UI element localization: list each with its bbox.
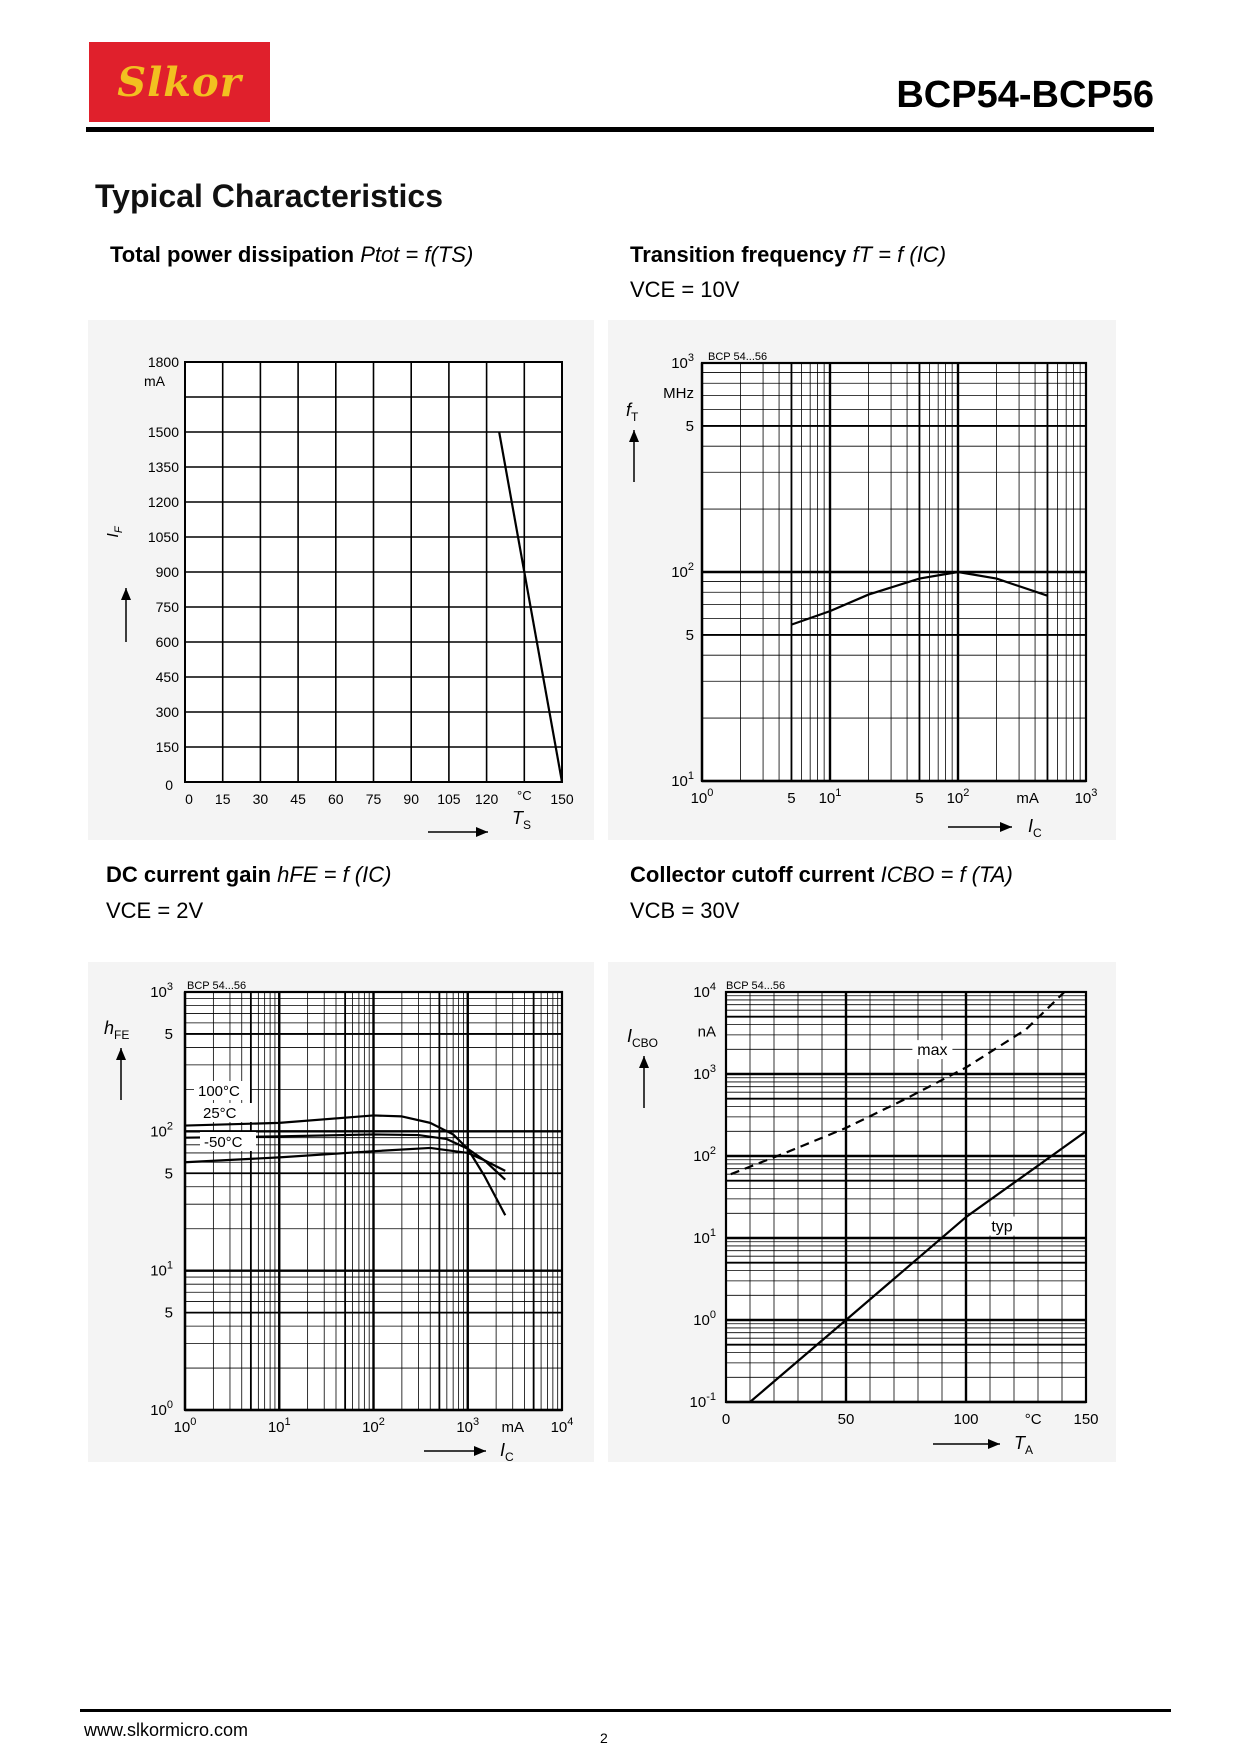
ft-y-tick-label: $10^3$ (671, 352, 694, 372)
power-y-tick-label: 0 (165, 777, 173, 793)
power-x-tick-label: 30 (252, 791, 269, 807)
hfe-y-tick-label: $10^1$ (150, 1259, 173, 1280)
power-y-tick-label: 1050 (147, 529, 179, 545)
icbo-y-tick-label: $10^{-1}$ (689, 1391, 716, 1411)
icbo-x-tick-label: 50 (837, 1411, 855, 1428)
page-number: 2 (600, 1730, 608, 1746)
hfe-x-tick-label: $10^0$ (173, 1416, 197, 1436)
icbo-y-tick-label: $10^4$ (693, 981, 716, 1001)
hfe-y-tick-label: $10^3$ (150, 981, 173, 1001)
footer-rule (80, 1709, 1171, 1712)
header-rule (86, 127, 1154, 132)
icbo-plot-area (726, 992, 1086, 1402)
icbo-title-text: Collector cutoff current (630, 862, 875, 887)
hfe-title-formula: hFE = f (IC) (277, 862, 392, 887)
ft-x-tick-label: $10^1$ (818, 787, 842, 807)
icbo-x-arrow-head (988, 1439, 1000, 1449)
power-x-axis-label: $T_S$ (512, 808, 532, 832)
power-y-tick-label: 600 (155, 634, 179, 650)
hfe-x-tick-label: mA (501, 1419, 524, 1436)
power-chart (88, 320, 594, 840)
power-chart-panel (88, 320, 594, 840)
document-title: BCP54-BCP56 (896, 74, 1154, 116)
hfe-series-label: 100°C (198, 1083, 240, 1100)
power-y-tick-label: 450 (155, 669, 179, 685)
hfe-chart (88, 962, 594, 1462)
ft-x-tick-label: 5 (787, 790, 796, 807)
ft-y-arrow-head (629, 430, 639, 442)
power-x-arrow-head (476, 827, 488, 837)
power-x-tick-label: 75 (365, 791, 382, 807)
hfe-y-tick-label: 5 (164, 1304, 173, 1322)
ft-x-tick-label: $10^2$ (946, 787, 970, 807)
icbo-series-label: max (917, 1042, 948, 1060)
ft-y-tick-label: $10^2$ (671, 561, 694, 581)
power-x-tick-label: 60 (328, 791, 344, 807)
power-title-text: Total power dissipation (110, 242, 355, 267)
ft-chart-panel (608, 320, 1116, 840)
ft-chart-title (630, 242, 946, 268)
power-y-tick-label: 1800 (147, 354, 179, 370)
icbo-x-tick-label: 150 (1073, 1411, 1099, 1428)
logo-text: Slkor (117, 58, 242, 106)
ft-x-tick-label: 5 (915, 790, 924, 807)
power-y-axis-label: $I_F$ (105, 526, 125, 538)
hfe-x-arrow-head (474, 1446, 486, 1456)
power-x-tick-label: 15 (214, 791, 231, 807)
power-y-tick-label: 750 (155, 599, 179, 615)
hfe-chart-subtitle: VCE = 2V (106, 898, 204, 923)
icbo-chart-subtitle: VCB = 30V (630, 898, 740, 923)
power-y-unit-label: mA (144, 373, 165, 389)
hfe-x-tick-label: $10^1$ (267, 1416, 291, 1436)
hfe-y-tick-label: 5 (164, 1165, 173, 1183)
ft-chart (608, 320, 1116, 840)
power-title-formula: Ptot = f(TS) (360, 242, 474, 267)
hfe-series-label: 25°C (203, 1105, 237, 1122)
power-x-tick-label: 120 (474, 791, 499, 807)
power-x-tick-label: 105 (437, 791, 461, 807)
hfe-y-arrow-head (116, 1048, 126, 1060)
icbo-part-label: BCP 54...56 (726, 980, 786, 992)
hfe-x-axis-label: $I_C$ (500, 1440, 514, 1462)
ft-y-tick-label: 5 (685, 417, 694, 435)
hfe-chart-title (106, 862, 391, 888)
power-y-tick-label: 150 (155, 739, 179, 755)
hfe-x-tick-label: $10^2$ (362, 1416, 385, 1436)
ft-y-tick-label: 5 (685, 626, 694, 644)
company-logo (89, 42, 270, 122)
hfe-chart-panel (88, 962, 594, 1462)
power-y-arrow-head (121, 588, 131, 600)
power-x-tick-label: 45 (290, 791, 306, 807)
hfe-y-tick-label: 5 (164, 1025, 173, 1043)
ft-x-tick-label: mA (1016, 790, 1039, 807)
icbo-y-tick-label: $10^0$ (693, 1309, 716, 1329)
icbo-x-tick-label: 100 (953, 1411, 979, 1428)
icbo-series-label: typ (991, 1218, 1013, 1236)
icbo-chart-panel (608, 962, 1116, 1462)
section-title: Typical Characteristics (95, 178, 444, 214)
ft-x-axis-label: $I_C$ (1028, 816, 1042, 840)
power-y-tick-label: 1500 (147, 424, 179, 440)
icbo-chart-title (630, 862, 1013, 888)
icbo-y-tick-label: $10^3$ (693, 1063, 716, 1083)
hfe-y-tick-label: $10^2$ (150, 1120, 173, 1141)
ft-x-tick-label: $10^0$ (690, 787, 714, 807)
icbo-chart (608, 962, 1116, 1462)
hfe-x-tick-label: $10^3$ (456, 1416, 480, 1436)
power-x-tick-label: 90 (403, 791, 419, 807)
hfe-title-text: DC current gain (106, 862, 272, 887)
icbo-x-tick-label: 0 (721, 1411, 731, 1428)
ft-y-axis-label: $f_T$ (626, 400, 639, 424)
hfe-series-label: -50°C (204, 1134, 243, 1151)
power-x-tick-label: 150 (550, 791, 574, 807)
power-x-tick-label: 0 (185, 791, 193, 807)
ft-chart-subtitle: VCE = 10V (630, 277, 740, 302)
hfe-part-label: BCP 54...56 (187, 980, 247, 992)
icbo-title-formula: ICBO = f (TA) (880, 862, 1013, 887)
power-y-tick-label: 1350 (147, 459, 179, 475)
ft-title-text: Transition frequency (630, 242, 847, 267)
hfe-y-axis-label: $h_{FE}$ (104, 1018, 130, 1042)
ft-y-tick-label: MHz (663, 384, 694, 402)
ft-y-tick-label: $10^1$ (671, 770, 694, 790)
power-y-tick-label: 900 (155, 564, 179, 580)
ft-title-formula: fT = f (IC) (852, 242, 947, 267)
footer-url[interactable]: www.slkormicro.com (84, 1720, 249, 1740)
power-y-tick-label: 300 (155, 704, 179, 720)
icbo-y-tick-label: $10^1$ (693, 1227, 716, 1247)
power-x-unit-label: °C (517, 788, 532, 803)
hfe-x-tick-label: $10^4$ (550, 1416, 574, 1436)
ft-part-label: BCP 54...56 (708, 351, 768, 363)
power-y-tick-label: 1200 (147, 494, 179, 510)
icbo-y-axis-label: $I_{CBO}$ (627, 1026, 659, 1050)
hfe-y-tick-label: $10^0$ (150, 1399, 173, 1419)
icbo-y-tick-label: $10^2$ (693, 1145, 716, 1165)
icbo-y-arrow-head (639, 1056, 649, 1068)
ft-x-arrow-head (1000, 822, 1012, 832)
icbo-y-tick-label: nA (697, 1023, 716, 1041)
icbo-x-tick-label: °C (1024, 1411, 1042, 1428)
icbo-x-axis-label: $T_A$ (1014, 1433, 1034, 1457)
power-chart-title (110, 242, 473, 268)
ft-x-tick-label: $10^3$ (1074, 787, 1098, 807)
